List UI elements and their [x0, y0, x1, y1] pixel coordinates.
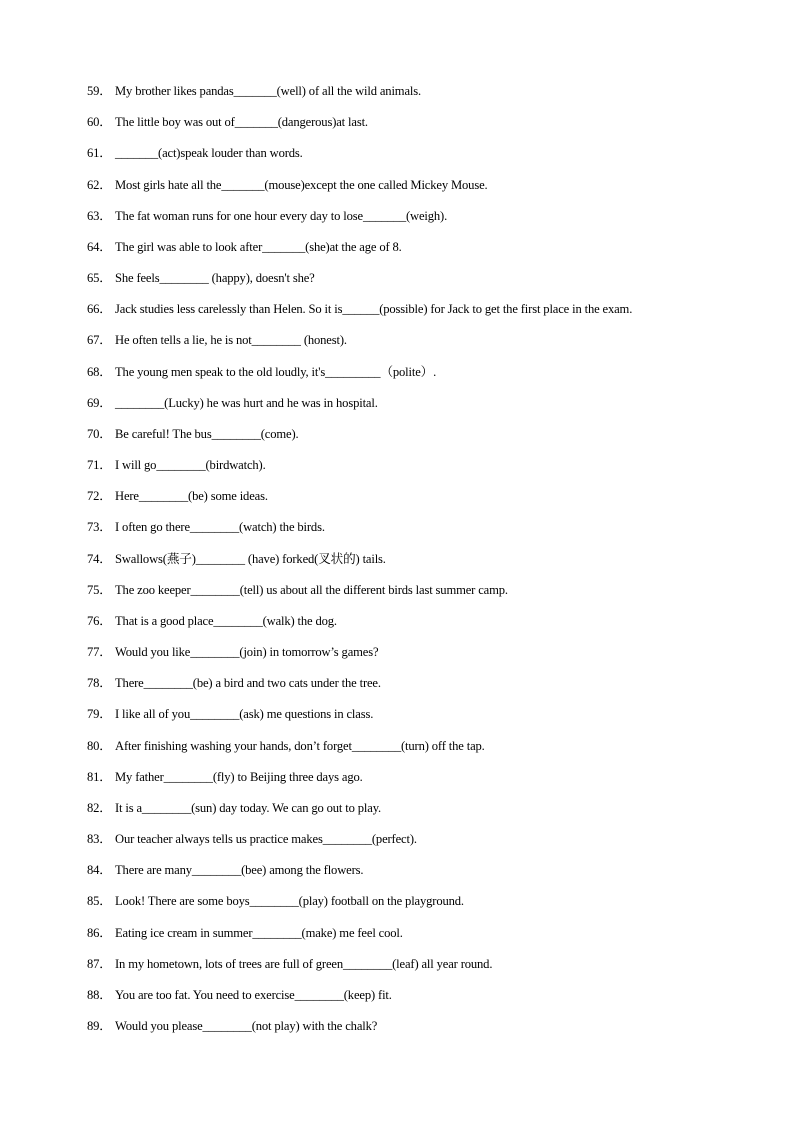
question-item: [87, 955, 767, 986]
question-number: 83．: [87, 832, 112, 847]
question-list: [87, 82, 767, 1048]
question-text: The zoo keeper________(tell) us about all the different birds last summer camp.: [115, 582, 508, 597]
question-item: [87, 768, 767, 799]
question-text: After finishing washing your hands, don’t forget________(turn) off the tap.: [115, 738, 485, 753]
question-text: The fat woman runs for one hour every day to lose_______(weigh).: [115, 208, 448, 223]
question-item: [87, 113, 767, 144]
question-item: [87, 487, 767, 518]
question-item: [87, 363, 767, 394]
question-number: 68．: [87, 364, 112, 379]
question-text: He often tells a lie, he is not________ (honest).: [115, 333, 347, 348]
question-text: _______(act)speak louder than words.: [115, 146, 303, 161]
question-item: [87, 144, 767, 175]
question-item: [87, 1017, 767, 1048]
question-text: That is a good place________(walk) the dog.: [115, 613, 337, 628]
question-text: There are many________(bee) among the flowers.: [115, 863, 364, 878]
question-item: [87, 550, 767, 581]
question-item: [87, 924, 767, 955]
question-text: Swallows(燕子)________ (have) forked(叉状的) tails.: [115, 551, 386, 566]
question-text: It is a________(sun) day today. We can go out to play.: [115, 800, 382, 815]
question-text: I often go there________(watch) the birds.: [115, 520, 325, 535]
question-number: 85．: [87, 894, 112, 909]
question-item: [87, 799, 767, 830]
question-item: [87, 612, 767, 643]
question-number: 73．: [87, 520, 112, 535]
question-text: I will go________(birdwatch).: [115, 458, 266, 473]
question-number: 59．: [87, 84, 112, 98]
question-number: 80．: [87, 738, 112, 753]
question-number: 88．: [87, 987, 112, 1002]
question-text: Jack studies less carelessly than Helen. So it is______(possible) for Jack to get the first place in the exam.: [115, 302, 633, 317]
question-item: [87, 176, 767, 207]
question-number: 72．: [87, 489, 112, 504]
question-number: 60．: [87, 115, 112, 130]
question-number: 82．: [87, 800, 112, 815]
question-item: [87, 581, 767, 612]
question-item: [87, 705, 767, 736]
question-number: 78．: [87, 676, 112, 691]
question-text: My father________(fly) to Beijing three days ago.: [115, 769, 363, 784]
question-number: 61．: [87, 146, 112, 161]
question-item: [87, 331, 767, 362]
question-number: 76．: [87, 613, 112, 628]
question-text: Here________(be) some ideas.: [115, 489, 268, 504]
question-number: 89．: [87, 1019, 112, 1034]
question-text: I like all of you________(ask) me questions in class.: [115, 707, 374, 722]
question-item: [87, 861, 767, 892]
question-item: [87, 238, 767, 269]
question-item: [87, 394, 767, 425]
question-text: Look! There are some boys________(play) football on the playground.: [115, 894, 464, 909]
question-text: Would you like________(join) in tomorrow’s games?: [115, 645, 379, 660]
question-number: 87．: [87, 956, 112, 971]
question-text: The little boy was out of_______(dangerous)at last.: [115, 115, 368, 130]
question-item: [87, 830, 767, 861]
question-item: [87, 986, 767, 1017]
question-item: [87, 518, 767, 549]
question-number: 84．: [87, 863, 112, 878]
question-item: [87, 737, 767, 768]
question-number: 63．: [87, 208, 112, 223]
question-number: 75．: [87, 582, 112, 597]
question-text: Eating ice cream in summer________(make) me feel cool.: [115, 925, 403, 940]
question-text: The girl was able to look after_______(she)at the age of 8.: [115, 239, 402, 254]
question-item: [87, 643, 767, 674]
question-text: She feels________ (happy), doesn't she?: [115, 271, 315, 286]
question-item: [87, 300, 767, 331]
question-item: [87, 269, 767, 300]
question-number: 69．: [87, 395, 112, 410]
question-number: 65．: [87, 271, 112, 286]
question-number: 64．: [87, 239, 112, 254]
question-item: [87, 674, 767, 705]
question-text: Be careful! The bus________(come).: [115, 426, 299, 441]
question-number: 71．: [87, 458, 112, 473]
question-number: 62．: [87, 177, 112, 192]
question-number: 67．: [87, 333, 112, 348]
question-number: 79．: [87, 707, 112, 722]
question-item: [87, 456, 767, 487]
question-number: 81．: [87, 769, 112, 784]
question-text: ________(Lucky) he was hurt and he was in hospital.: [115, 395, 378, 410]
question-text: Most girls hate all the_______(mouse)except the one called Mickey Mouse.: [115, 177, 488, 192]
question-item: [87, 82, 767, 113]
question-number: 86．: [87, 925, 112, 940]
question-item: [87, 892, 767, 923]
question-number: 70．: [87, 426, 112, 441]
question-item: [87, 425, 767, 456]
question-number: 74．: [87, 551, 112, 566]
question-text: You are too fat. You need to exercise________(keep) fit.: [115, 987, 392, 1002]
question-text: There________(be) a bird and two cats under the tree.: [115, 676, 381, 691]
question-text: The young men speak to the old loudly, it's_________（polite）.: [115, 364, 437, 379]
question-text: In my hometown, lots of trees are full of green________(leaf) all year round.: [115, 956, 493, 971]
question-text: Our teacher always tells us practice makes________(perfect).: [115, 832, 417, 847]
question-number: 66．: [87, 302, 112, 317]
question-number: 77．: [87, 645, 112, 660]
question-item: [87, 207, 767, 238]
question-text: Would you please________(not play) with the chalk?: [115, 1019, 378, 1034]
question-text: My brother likes pandas_______(well) of all the wild animals.: [115, 84, 421, 98]
